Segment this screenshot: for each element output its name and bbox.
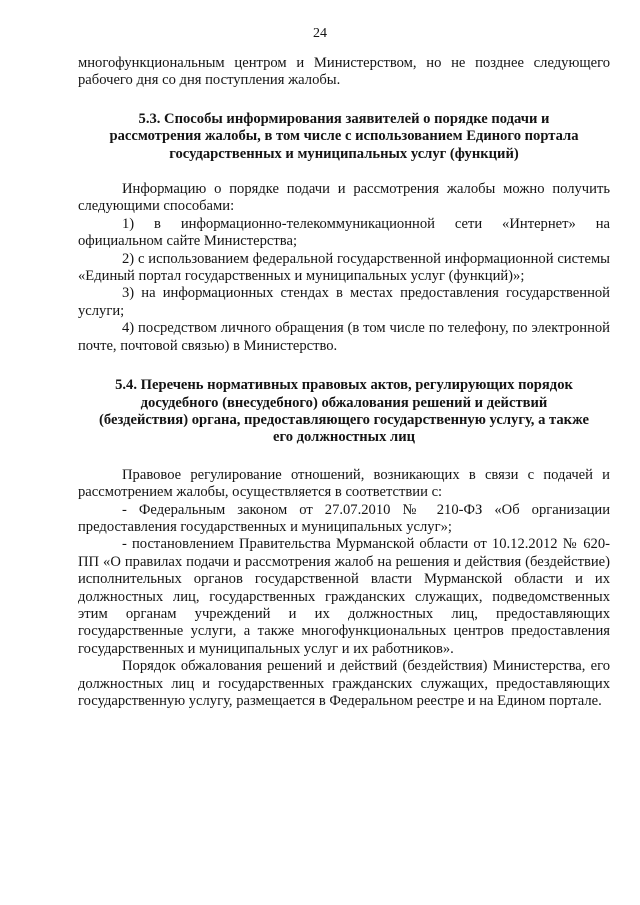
section-5-3-list-item: 3) на информационных стендах в местах предоставления государственной услуги;: [78, 285, 610, 319]
section-5-4-paragraph: Правовое регулирование отношений, возникающих в связи с подачей и рассмотрением жалобы, осуществляется в соответствии с:: [78, 466, 610, 501]
heading-line: государственных и муниципальных услуг (функций): [169, 145, 519, 162]
section-5-3-list-item: 1) в информационно-телекоммуникационной сети «Интернет» на официальном сайте Министерства;: [78, 215, 610, 250]
section-5-3-list-item: 2) с использованием федеральной государственной информационной системы «Единый портал государственных и муниципальных услуг (функций)»;: [78, 250, 610, 285]
heading-line: 5.4. Перечень нормативных правовых актов, регулирующих порядок: [115, 377, 573, 394]
heading-line: (бездействия) органа, предоставляющего государственную услугу, а также: [99, 411, 589, 428]
heading-line: его должностных лиц: [272, 429, 416, 446]
heading-line: 5.3. Способы информирования заявителей о порядке подачи и: [138, 110, 550, 127]
intro-paragraph: многофункциональным центром и Министерством, но не позднее следующего рабочего дня со дня поступления жалобы.: [78, 55, 610, 89]
section-5-4-heading: [78, 377, 610, 447]
page-number: 24: [313, 26, 327, 41]
section-5-3-paragraph: Информацию о порядке подачи и рассмотрения жалобы можно получить следующими способами:: [78, 181, 610, 215]
heading-line: досудебного (внесудебного) обжалования решений и действий: [140, 394, 548, 411]
section-5-4-list-item: - Федеральным законом от 27.07.2010 № 210-ФЗ «Об организации предоставления государственных и муниципальных услуг»;: [78, 501, 610, 535]
heading-line: рассмотрения жалобы, в том числе с использованием Единого портала: [109, 128, 579, 145]
section-5-4-list-item: - постановлением Правительства Мурманской области от 10.12.2012 № 620-ПП «О правилах подачи и рассмотрения жалоб на решения и действия (бездействие) исполнительных органов государственной власти Мурманской области и их должностных лиц, государственных гражданских служащих, подведомственных этим органам учреждений и их должностных лиц, предоставляющих государственные услуги, а также многофункциональных центров предоставления государственных и муниципальных услуг и их работников».: [78, 536, 610, 657]
section-5-3-heading: [78, 111, 610, 163]
page-content: [78, 55, 610, 710]
section-5-3-list-item: 4) посредством личного обращения (в том числе по телефону, по электронной почте, почтовой связью) в Министерство.: [78, 320, 610, 354]
section-5-4-paragraph: Порядок обжалования решений и действий (бездействия) Министерства, его должностных лиц и государственных гражданских служащих, предоставляющих государственную услугу, размещается в Федеральном реестре и на Едином портале.: [78, 658, 610, 709]
